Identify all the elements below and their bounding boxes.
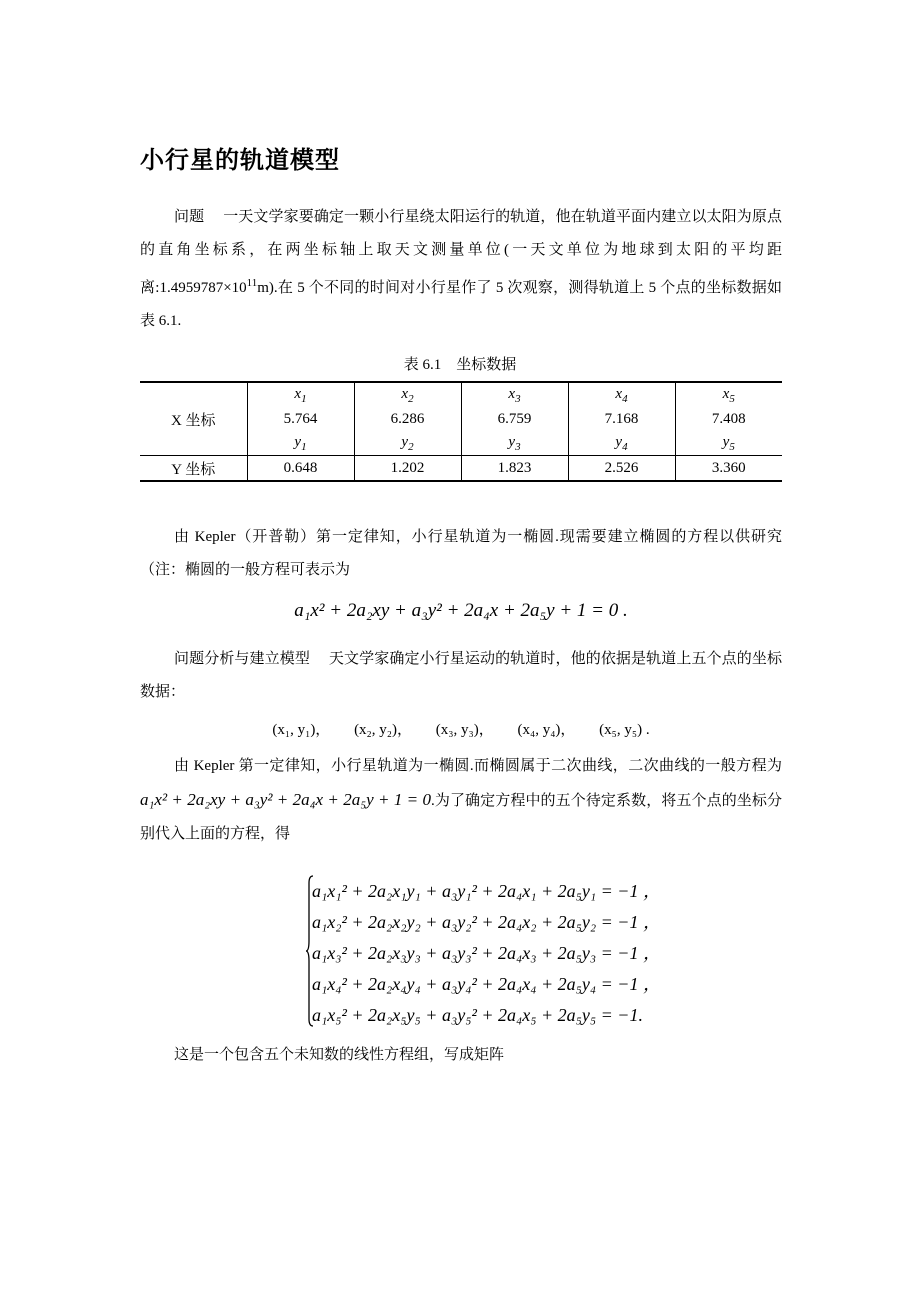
y-header: $y_3$ (461, 431, 568, 456)
second-text-b: .为了确定方程中的五个待定系数，将五个点的坐标分别代入上面的方程，得 (140, 793, 782, 842)
system-equation-2: a₁x₂² + 2a₂x₂y₂ + a₃y₂² + 2a₄x₂ + 2a₅y₂ = −1 ， (312, 912, 661, 932)
table-row (140, 456, 782, 482)
table-cell (140, 382, 247, 407)
y-value: 2.526 (568, 456, 675, 482)
y-header: $y_4$ (568, 431, 675, 456)
x-value: 6.286 (354, 407, 461, 431)
x-value: 7.408 (675, 407, 782, 431)
page-title: 小行星的轨道模型 (140, 146, 340, 174)
x-value: 6.759 (461, 407, 568, 431)
problem-paragraph (140, 201, 782, 338)
table-cell (140, 431, 247, 456)
point-2: (x₂, y₂)， (354, 722, 413, 738)
problem-label: 问题 (174, 209, 205, 225)
y-header: $y_5$ (675, 431, 782, 456)
table-row (140, 407, 782, 431)
x-row-label: X 坐标 (170, 412, 216, 429)
analysis-label: 问题分析与建立模型 (174, 651, 310, 667)
closing-paragraph: 这是一个包含五个未知数的线性方程组，写成矩阵 (174, 1047, 505, 1063)
point-5: (x₅, y₅) . (599, 722, 650, 738)
y-value: 3.360 (675, 456, 782, 482)
table-caption: 表 6.1 坐标数据 (403, 357, 517, 373)
table-row (140, 382, 782, 407)
y-header: $y_2$ (354, 431, 461, 456)
system-equation-3: a₁x₃² + 2a₂x₃y₃ + a₃y₃² + 2a₄x₃ + 2a₅y₃ = −1 ， (312, 943, 661, 963)
second-text-a: 由 Kepler 第一定律知，小行星轨道为一椭圆.而椭圆属于二次曲线，二次曲线的一般方程为 (174, 758, 782, 774)
y-value: 1.823 (461, 456, 568, 482)
point-1: (x₁, y₁)， (272, 722, 331, 738)
system-equation-5: a₁x₅² + 2a₂x₅y₅ + a₃y₅² + 2a₄x₅ + 2a₅y₅ = −1. (312, 1005, 643, 1025)
point-3: (x₃, y₃)， (435, 722, 494, 738)
second-paragraph (140, 750, 782, 851)
x-header: $x_2$ (354, 382, 461, 407)
y-value: 1.202 (354, 456, 461, 482)
analysis-text: 天文学家确定小行星运动的轨道时，他的依据是轨道上五个点的坐标数据： (140, 651, 782, 700)
x-value: 7.168 (568, 407, 675, 431)
au-unit: m (257, 280, 269, 296)
x-header: $x_5$ (675, 382, 782, 407)
system-equation-1: a₁x₁² + 2a₂x₁y₁ + a₃y₁² + 2a₄x₁ + 2a₅y₁ = −1 ， (312, 881, 661, 901)
general-equation: a₁x² + 2a₂xy + a₃y² + 2a₄x + 2a₅y + 1 = 0 . (294, 600, 628, 621)
y-value: 0.648 (247, 456, 354, 482)
point-4: (x₄, y₄)， (517, 722, 576, 738)
analysis-paragraph (140, 643, 782, 709)
au-mantissa: 1.4959787×10 (159, 280, 247, 296)
x-header: $x_4$ (568, 382, 675, 407)
y-row-label: Y 坐标 (140, 456, 247, 482)
coordinate-table (140, 381, 782, 482)
kepler-paragraph: 由 Kepler（开普勒）第一定律知，小行星轨道为一椭圆.现需要建立椭圆的方程以供研究（注：椭圆的一般方程可表示为 (140, 529, 782, 578)
inline-equation: a₁x² + 2a₂xy + a₃y² + 2a₄x + 2a₅y + 1 = 0 (140, 790, 432, 809)
au-exponent: 11 (246, 277, 258, 289)
problem-text-a: 一天文学家要确定一颗小行星绕太阳运行的轨道，他在轨道平面内建立以太阳为原点的直角坐标系，在两坐标轴上取天文测量单位(一天文单位为地球到太阳的平均距离: (140, 209, 782, 296)
problem-text-b: ).在 5 个不同的时间对小行星作了 5 次观察，测得轨道上 5 个点的坐标数据如表 6.1. (140, 280, 783, 329)
equation-system (312, 876, 661, 1031)
x-header: $x_1$ (247, 382, 354, 407)
table-row (140, 431, 782, 456)
system-equation-4: a₁x₄² + 2a₂x₄y₄ + a₃y₄² + 2a₄x₄ + 2a₅y₄ = −1 ， (312, 974, 661, 994)
x-value: 5.764 (247, 407, 354, 431)
points-list (140, 718, 782, 739)
x-header: $x_3$ (461, 382, 568, 407)
y-header: $y_1$ (247, 431, 354, 456)
